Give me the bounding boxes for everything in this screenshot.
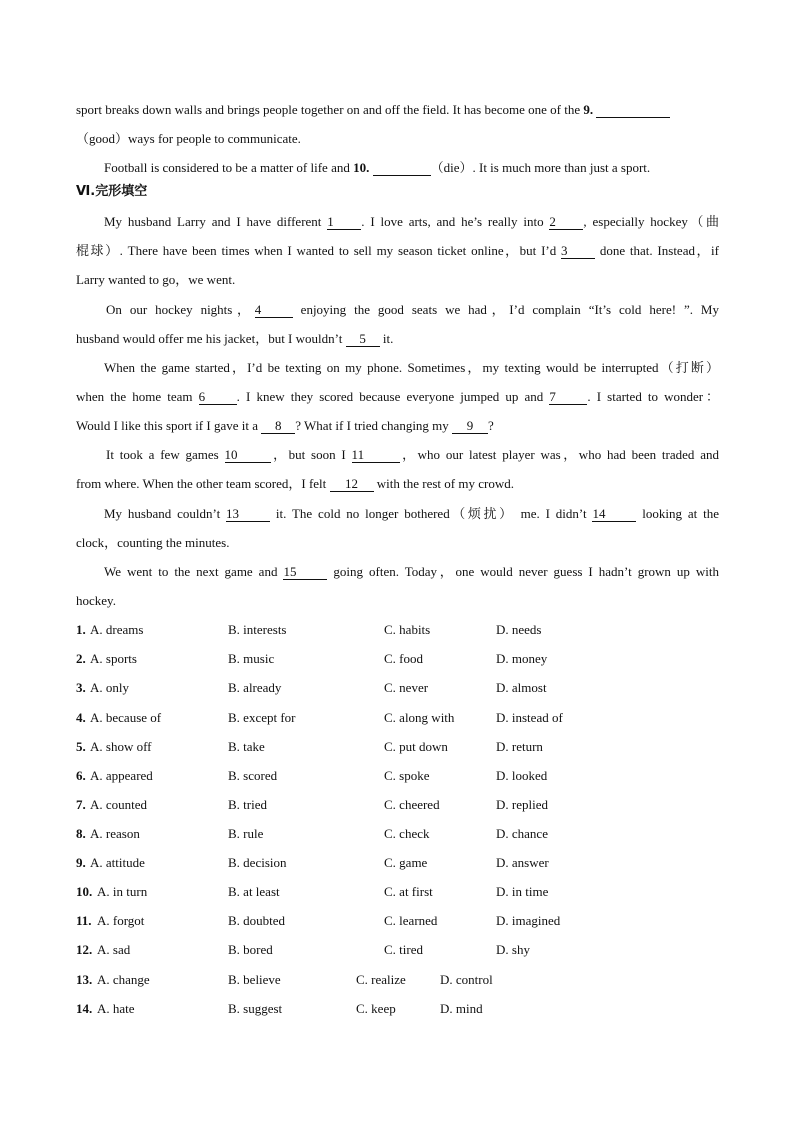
option-c[interactable]: C. game — [384, 855, 428, 870]
question-number: 5. — [76, 739, 86, 754]
cloze-text: My husband Larry and I have different — [104, 214, 328, 229]
option-d[interactable]: D. chance — [496, 826, 548, 841]
question-number: 10. — [76, 884, 93, 899]
question-number: 9. — [76, 855, 86, 870]
option-b[interactable]: B. scored — [228, 768, 278, 783]
cloze-text: ? What if I tried changing my — [295, 418, 453, 433]
option-c[interactable]: C. check — [384, 826, 430, 841]
cloze-text: when the home team — [76, 389, 199, 404]
cloze-text: . I knew they scored because everyone jumped up and — [236, 389, 550, 404]
cloze-line — [76, 243, 719, 259]
cloze-text: looking at the — [636, 506, 719, 521]
cloze-line — [76, 331, 719, 347]
cloze-line — [76, 535, 719, 551]
answer-blank[interactable] — [596, 103, 670, 118]
option-d[interactable]: D. imagined — [496, 913, 561, 928]
cloze-blank[interactable]: 2 — [549, 215, 583, 230]
cloze-line — [76, 418, 719, 434]
cloze-blank[interactable]: 8 — [261, 419, 295, 434]
question-number: 14. — [76, 1001, 93, 1016]
question-number: 9. — [583, 102, 594, 117]
cloze-text: Larry wanted to go，we went. — [76, 272, 236, 287]
option-a[interactable]: A. show off — [90, 739, 152, 754]
option-b[interactable]: B. tried — [228, 797, 267, 812]
cloze-text: Would I like this sport if I gave it a — [76, 418, 262, 433]
option-b[interactable]: B. bored — [228, 942, 273, 957]
cloze-blank[interactable]: 3 — [561, 244, 595, 259]
cloze-line — [104, 564, 719, 580]
cloze-blank[interactable]: 1 — [327, 215, 361, 230]
option-a[interactable]: A. appeared — [90, 768, 153, 783]
cloze-blank[interactable]: 15 — [283, 565, 327, 580]
option-d[interactable]: D. mind — [440, 1001, 483, 1016]
cloze-line — [76, 272, 719, 288]
option-a[interactable]: A. forgot — [97, 913, 145, 928]
cloze-line — [106, 302, 719, 318]
passage-text: （die）. It is much more than just a sport. — [430, 160, 651, 175]
cloze-blank[interactable]: 9 — [452, 419, 488, 434]
cloze-line — [76, 476, 719, 492]
option-a[interactable]: A. in turn — [97, 884, 148, 899]
cloze-text: hockey. — [76, 593, 116, 608]
option-c[interactable]: C. learned — [384, 913, 438, 928]
option-b[interactable]: B. decision — [228, 855, 287, 870]
option-a[interactable]: A. only — [90, 680, 129, 695]
cloze-blank[interactable]: 11 — [352, 448, 400, 463]
option-d[interactable]: D. looked — [496, 768, 548, 783]
cloze-text: with the rest of my crowd. — [373, 476, 514, 491]
cloze-text: 棍球）. There have been times when I wanted to sell my season ticket online，but I’d — [76, 243, 562, 258]
cloze-blank[interactable]: 12 — [330, 477, 374, 492]
question-number: 4. — [76, 710, 86, 725]
option-c[interactable]: C. realize — [356, 972, 406, 987]
passage-line — [76, 102, 719, 118]
question-number: 1. — [76, 622, 86, 637]
passage-text: sport breaks down walls and brings people together on and off the field. It has become one of the — [76, 102, 584, 117]
option-d[interactable]: D. replied — [496, 797, 548, 812]
option-d[interactable]: D. control — [440, 972, 493, 987]
option-a[interactable]: A. counted — [90, 797, 148, 812]
cloze-blank[interactable]: 10 — [225, 448, 271, 463]
cloze-text: . I love arts, and he’s really into — [361, 214, 550, 229]
passage-text: Football is considered to be a matter of life and — [104, 160, 354, 175]
option-d[interactable]: D. in time — [496, 884, 549, 899]
section-heading: Ⅵ.完形填空 — [76, 184, 148, 199]
passage-text: （good）ways for people to communicate. — [76, 131, 301, 146]
cloze-text: . I started to wonder： — [587, 389, 719, 404]
option-a[interactable]: A. dreams — [90, 622, 144, 637]
option-b[interactable]: B. except for — [228, 710, 296, 725]
option-a[interactable]: A. change — [97, 972, 150, 987]
cloze-blank[interactable]: 7 — [549, 390, 587, 405]
question-number: 3. — [76, 680, 86, 695]
cloze-text: ? — [488, 418, 494, 433]
question-number: 12. — [76, 942, 93, 957]
option-a[interactable]: A. reason — [90, 826, 140, 841]
option-a[interactable]: A. sad — [97, 942, 131, 957]
option-b[interactable]: B. at least — [228, 884, 280, 899]
cloze-text: husband would offer me his jacket，but I wouldn’t — [76, 331, 346, 346]
cloze-text: from where. When the other team scored，I felt — [76, 476, 330, 491]
cloze-text: it. The cold no longer bothered（烦扰） me. I didn’t — [270, 506, 593, 521]
cloze-line — [104, 360, 719, 376]
question-number: 7. — [76, 797, 86, 812]
cloze-text: clock，counting the minutes. — [76, 535, 230, 550]
option-b[interactable]: B. music — [228, 651, 275, 666]
cloze-text: going often. Today，one would never guess I hadn’t grown up with — [327, 564, 719, 579]
option-c[interactable]: C. never — [384, 680, 429, 695]
cloze-blank[interactable]: 14 — [592, 507, 636, 522]
option-a[interactable]: A. sports — [90, 651, 137, 666]
option-d[interactable]: D. needs — [496, 622, 542, 637]
option-b[interactable]: B. suggest — [228, 1001, 283, 1016]
cloze-text: We went to the next game and — [104, 564, 284, 579]
cloze-text: , especially hockey（曲 — [583, 214, 719, 229]
option-b[interactable]: B. believe — [228, 972, 281, 987]
cloze-blank[interactable]: 4 — [255, 303, 293, 318]
question-number: 11. — [76, 913, 92, 928]
cloze-text: On our hockey nights， — [106, 302, 255, 317]
cloze-text: My husband couldn’t — [104, 506, 227, 521]
cloze-text: ，but soon I — [270, 447, 352, 462]
cloze-line — [76, 389, 719, 405]
option-c[interactable]: C. habits — [384, 622, 431, 637]
cloze-line — [106, 447, 719, 463]
option-c[interactable]: C. cheered — [384, 797, 440, 812]
option-b[interactable]: B. take — [228, 739, 265, 754]
option-b[interactable]: B. already — [228, 680, 282, 695]
option-c[interactable]: C. put down — [384, 739, 448, 754]
answer-blank[interactable] — [373, 161, 431, 176]
question-number: 6. — [76, 768, 86, 783]
option-d[interactable]: D. instead of — [496, 710, 563, 725]
option-c[interactable]: C. food — [384, 651, 423, 666]
option-d[interactable]: D. answer — [496, 855, 549, 870]
passage-line — [76, 131, 719, 147]
cloze-blank[interactable]: 13 — [226, 507, 270, 522]
option-a[interactable]: A. hate — [97, 1001, 135, 1016]
option-c[interactable]: C. at first — [384, 884, 433, 899]
cloze-blank[interactable]: 6 — [199, 390, 237, 405]
cloze-line — [104, 214, 719, 230]
question-number: 2. — [76, 651, 86, 666]
option-c[interactable]: C. tired — [384, 942, 423, 957]
option-b[interactable]: B. interests — [228, 622, 287, 637]
option-d[interactable]: D. shy — [496, 942, 530, 957]
cloze-text: it. — [379, 331, 394, 346]
question-number: 8. — [76, 826, 86, 841]
option-b[interactable]: B. rule — [228, 826, 264, 841]
option-c[interactable]: C. along with — [384, 710, 455, 725]
option-d[interactable]: D. money — [496, 651, 548, 666]
option-c[interactable]: C. spoke — [384, 768, 430, 783]
cloze-text: ，who our latest player was，who had been traded and — [399, 447, 719, 462]
option-a[interactable]: A. because of — [90, 710, 162, 725]
cloze-text: enjoying the good seats we had，I’d complain “It’s cold here! ”. My — [292, 302, 719, 317]
option-d[interactable]: D. return — [496, 739, 543, 754]
question-number: 13. — [76, 972, 93, 987]
question-number: 10. — [353, 160, 370, 175]
option-b[interactable]: B. doubted — [228, 913, 286, 928]
passage-line — [104, 160, 719, 176]
option-d[interactable]: D. almost — [496, 680, 547, 695]
option-c[interactable]: C. keep — [356, 1001, 396, 1016]
cloze-text: When the game started，I’d be texting on my phone. Sometimes，my texting would be interrupted（打断） — [104, 360, 719, 375]
cloze-text: It took a few games — [106, 447, 225, 462]
cloze-blank[interactable]: 5 — [346, 332, 380, 347]
cloze-line — [104, 506, 719, 522]
cloze-text: done that. Instead，if — [595, 243, 719, 258]
option-a[interactable]: A. attitude — [90, 855, 145, 870]
cloze-line — [76, 593, 719, 609]
